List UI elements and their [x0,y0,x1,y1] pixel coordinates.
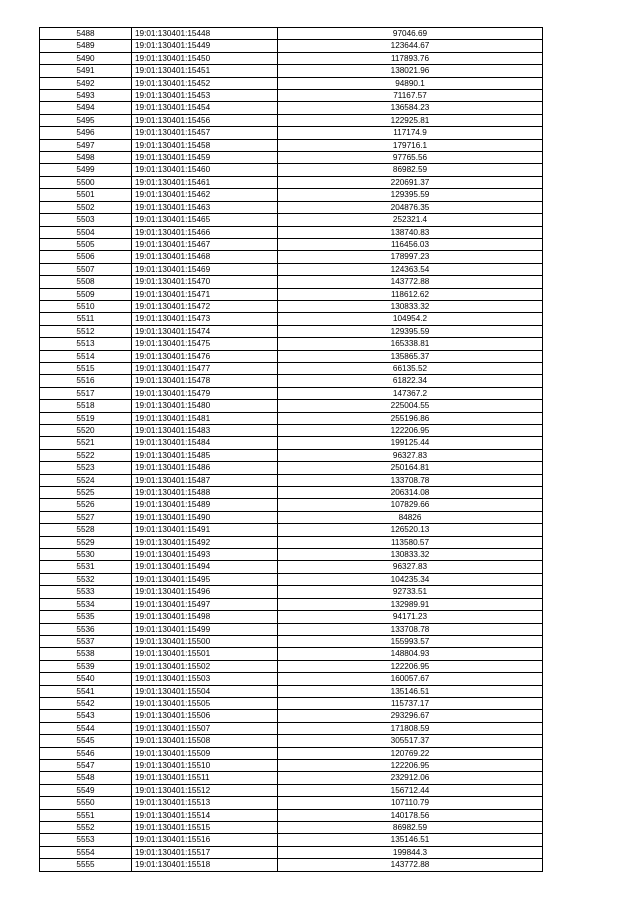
value-cell: 199125.44 [278,437,543,449]
row-number-cell: 5529 [40,536,132,548]
table-row [40,152,543,164]
row-number-cell: 5555 [40,859,132,871]
value-cell: 122925.81 [278,114,543,126]
cadastral-number-cell: 19:01:130401:15466 [132,226,278,238]
value-cell: 122206.95 [278,425,543,437]
value-cell: 138021.96 [278,65,543,77]
row-number-cell: 5492 [40,77,132,89]
value-cell: 97765.56 [278,152,543,164]
cadastral-number-cell: 19:01:130401:15460 [132,164,278,176]
row-number-cell: 5534 [40,598,132,610]
row-number-cell: 5520 [40,425,132,437]
cadastral-number-cell: 19:01:130401:15486 [132,462,278,474]
table-row [40,648,543,660]
row-number-cell: 5525 [40,487,132,499]
cadastral-number-cell: 19:01:130401:15506 [132,710,278,722]
value-cell: 86982.59 [278,164,543,176]
value-cell: 94171.23 [278,611,543,623]
row-number-cell: 5540 [40,673,132,685]
table-row [40,325,543,337]
cadastral-number-cell: 19:01:130401:15450 [132,52,278,64]
cadastral-number-cell: 19:01:130401:15494 [132,561,278,573]
value-cell: 94890.1 [278,77,543,89]
value-cell: 123644.67 [278,40,543,52]
cadastral-number-cell: 19:01:130401:15514 [132,809,278,821]
row-number-cell: 5549 [40,784,132,796]
value-cell: 116456.03 [278,238,543,250]
row-number-cell: 5535 [40,611,132,623]
row-number-cell: 5537 [40,635,132,647]
row-number-cell: 5499 [40,164,132,176]
value-cell: 135865.37 [278,350,543,362]
cadastral-number-cell: 19:01:130401:15476 [132,350,278,362]
cadastral-number-cell: 19:01:130401:15498 [132,611,278,623]
table-row [40,449,543,461]
row-number-cell: 5501 [40,189,132,201]
cadastral-number-cell: 19:01:130401:15509 [132,747,278,759]
cadastral-number-cell: 19:01:130401:15452 [132,77,278,89]
row-number-cell: 5554 [40,846,132,858]
table-row [40,214,543,226]
cadastral-number-cell: 19:01:130401:15469 [132,263,278,275]
value-cell: 104954.2 [278,313,543,325]
value-cell: 118612.62 [278,288,543,300]
row-number-cell: 5493 [40,90,132,102]
value-cell: 120769.22 [278,747,543,759]
table-row [40,859,543,871]
table-row [40,747,543,759]
row-number-cell: 5526 [40,499,132,511]
value-cell: 115737.17 [278,697,543,709]
table-row [40,40,543,52]
value-cell: 129395.59 [278,189,543,201]
table-row [40,400,543,412]
value-cell: 225004.55 [278,400,543,412]
cadastral-number-cell: 19:01:130401:15471 [132,288,278,300]
value-cell: 113580.57 [278,536,543,548]
cadastral-number-cell: 19:01:130401:15461 [132,176,278,188]
value-cell: 147367.2 [278,387,543,399]
value-cell: 220691.37 [278,176,543,188]
cadastral-number-cell: 19:01:130401:15489 [132,499,278,511]
value-cell: 104235.34 [278,573,543,585]
table-row [40,77,543,89]
row-number-cell: 5545 [40,735,132,747]
table-row [40,623,543,635]
cadastral-number-cell: 19:01:130401:15495 [132,573,278,585]
row-number-cell: 5496 [40,127,132,139]
value-cell: 165338.81 [278,338,543,350]
table-row [40,797,543,809]
value-cell: 107110.79 [278,797,543,809]
value-cell: 293296.67 [278,710,543,722]
value-cell: 143772.88 [278,859,543,871]
value-cell: 86982.59 [278,822,543,834]
cadastral-number-cell: 19:01:130401:15490 [132,511,278,523]
table-row [40,710,543,722]
table-row [40,127,543,139]
value-cell: 155993.57 [278,635,543,647]
row-number-cell: 5544 [40,722,132,734]
cadastral-number-cell: 19:01:130401:15484 [132,437,278,449]
table-row [40,511,543,523]
table-row [40,735,543,747]
row-number-cell: 5510 [40,300,132,312]
table-row [40,114,543,126]
table-row [40,338,543,350]
cadastral-number-cell: 19:01:130401:15507 [132,722,278,734]
table-row [40,425,543,437]
row-number-cell: 5546 [40,747,132,759]
value-cell: 206314.08 [278,487,543,499]
row-number-cell: 5509 [40,288,132,300]
value-cell: 255196.86 [278,412,543,424]
table-row [40,462,543,474]
value-cell: 250164.81 [278,462,543,474]
row-number-cell: 5536 [40,623,132,635]
value-cell: 143772.88 [278,276,543,288]
cadastral-number-cell: 19:01:130401:15456 [132,114,278,126]
cadastral-number-cell: 19:01:130401:15448 [132,28,278,40]
row-number-cell: 5517 [40,387,132,399]
data-table [39,27,543,872]
row-number-cell: 5513 [40,338,132,350]
value-cell: 92733.51 [278,586,543,598]
row-number-cell: 5552 [40,822,132,834]
cadastral-number-cell: 19:01:130401:15485 [132,449,278,461]
cadastral-number-cell: 19:01:130401:15515 [132,822,278,834]
row-number-cell: 5528 [40,524,132,536]
value-cell: 156712.44 [278,784,543,796]
value-cell: 71167.57 [278,90,543,102]
row-number-cell: 5548 [40,772,132,784]
row-number-cell: 5505 [40,238,132,250]
cadastral-number-cell: 19:01:130401:15477 [132,362,278,374]
row-number-cell: 5524 [40,474,132,486]
cadastral-number-cell: 19:01:130401:15488 [132,487,278,499]
value-cell: 124363.54 [278,263,543,275]
cadastral-number-cell: 19:01:130401:15472 [132,300,278,312]
table-row [40,300,543,312]
table-row [40,573,543,585]
table-row [40,28,543,40]
row-number-cell: 5533 [40,586,132,598]
table-row [40,598,543,610]
row-number-cell: 5553 [40,834,132,846]
value-cell: 148804.93 [278,648,543,660]
value-cell: 138740.83 [278,226,543,238]
value-cell: 178997.23 [278,251,543,263]
row-number-cell: 5551 [40,809,132,821]
row-number-cell: 5519 [40,412,132,424]
value-cell: 133708.78 [278,623,543,635]
table-row [40,238,543,250]
row-number-cell: 5494 [40,102,132,114]
table-row [40,549,543,561]
value-cell: 61822.34 [278,375,543,387]
cadastral-number-cell: 19:01:130401:15451 [132,65,278,77]
row-number-cell: 5530 [40,549,132,561]
cadastral-number-cell: 19:01:130401:15480 [132,400,278,412]
table-row [40,102,543,114]
cadastral-number-cell: 19:01:130401:15502 [132,660,278,672]
table-row [40,660,543,672]
value-cell: 126520.13 [278,524,543,536]
value-cell: 204876.35 [278,201,543,213]
table-body [40,28,543,872]
cadastral-number-cell: 19:01:130401:15487 [132,474,278,486]
value-cell: 117893.76 [278,52,543,64]
table-row [40,313,543,325]
table-row [40,524,543,536]
row-number-cell: 5488 [40,28,132,40]
table-row [40,697,543,709]
table-row [40,52,543,64]
value-cell: 84826 [278,511,543,523]
table-row [40,487,543,499]
row-number-cell: 5490 [40,52,132,64]
table-row [40,536,543,548]
table-row [40,437,543,449]
row-number-cell: 5541 [40,685,132,697]
cadastral-number-cell: 19:01:130401:15470 [132,276,278,288]
table-row [40,288,543,300]
table-row [40,561,543,573]
table-row [40,474,543,486]
table-row [40,822,543,834]
table-row [40,809,543,821]
row-number-cell: 5542 [40,697,132,709]
table-row [40,685,543,697]
cadastral-number-cell: 19:01:130401:15491 [132,524,278,536]
value-cell: 130833.32 [278,300,543,312]
value-cell: 122206.95 [278,660,543,672]
row-number-cell: 5531 [40,561,132,573]
table-row [40,499,543,511]
cadastral-number-cell: 19:01:130401:15478 [132,375,278,387]
row-number-cell: 5506 [40,251,132,263]
table-row [40,251,543,263]
table-row [40,90,543,102]
value-cell: 133708.78 [278,474,543,486]
table-row [40,226,543,238]
cadastral-number-cell: 19:01:130401:15475 [132,338,278,350]
cadastral-number-cell: 19:01:130401:15497 [132,598,278,610]
table-row [40,846,543,858]
value-cell: 135146.51 [278,834,543,846]
row-number-cell: 5515 [40,362,132,374]
cadastral-number-cell: 19:01:130401:15479 [132,387,278,399]
cadastral-number-cell: 19:01:130401:15467 [132,238,278,250]
value-cell: 130833.32 [278,549,543,561]
cadastral-number-cell: 19:01:130401:15512 [132,784,278,796]
cadastral-number-cell: 19:01:130401:15473 [132,313,278,325]
cadastral-number-cell: 19:01:130401:15504 [132,685,278,697]
cadastral-number-cell: 19:01:130401:15511 [132,772,278,784]
cadastral-number-cell: 19:01:130401:15483 [132,425,278,437]
table-row [40,189,543,201]
cadastral-number-cell: 19:01:130401:15517 [132,846,278,858]
cadastral-number-cell: 19:01:130401:15453 [132,90,278,102]
table-row [40,139,543,151]
value-cell: 129395.59 [278,325,543,337]
row-number-cell: 5532 [40,573,132,585]
row-number-cell: 5502 [40,201,132,213]
row-number-cell: 5523 [40,462,132,474]
cadastral-number-cell: 19:01:130401:15463 [132,201,278,213]
value-cell: 171808.59 [278,722,543,734]
cadastral-number-cell: 19:01:130401:15492 [132,536,278,548]
row-number-cell: 5514 [40,350,132,362]
table-row [40,759,543,771]
cadastral-number-cell: 19:01:130401:15493 [132,549,278,561]
value-cell: 305517.37 [278,735,543,747]
row-number-cell: 5489 [40,40,132,52]
row-number-cell: 5491 [40,65,132,77]
cadastral-number-cell: 19:01:130401:15516 [132,834,278,846]
value-cell: 160057.67 [278,673,543,685]
cadastral-number-cell: 19:01:130401:15496 [132,586,278,598]
value-cell: 199844.3 [278,846,543,858]
cadastral-number-cell: 19:01:130401:15458 [132,139,278,151]
value-cell: 117174.9 [278,127,543,139]
cadastral-number-cell: 19:01:130401:15459 [132,152,278,164]
table-row [40,784,543,796]
row-number-cell: 5547 [40,759,132,771]
table-row [40,635,543,647]
row-number-cell: 5500 [40,176,132,188]
row-number-cell: 5503 [40,214,132,226]
cadastral-number-cell: 19:01:130401:15501 [132,648,278,660]
row-number-cell: 5543 [40,710,132,722]
table-row [40,611,543,623]
table-row [40,164,543,176]
cadastral-number-cell: 19:01:130401:15505 [132,697,278,709]
value-cell: 252321.4 [278,214,543,226]
cadastral-number-cell: 19:01:130401:15481 [132,412,278,424]
table-row [40,350,543,362]
table-row [40,263,543,275]
table-row [40,276,543,288]
cadastral-number-cell: 19:01:130401:15518 [132,859,278,871]
table-row [40,722,543,734]
table-row [40,586,543,598]
table-row [40,65,543,77]
cadastral-number-cell: 19:01:130401:15454 [132,102,278,114]
cadastral-number-cell: 19:01:130401:15513 [132,797,278,809]
table-row [40,375,543,387]
row-number-cell: 5527 [40,511,132,523]
value-cell: 97046.69 [278,28,543,40]
cadastral-number-cell: 19:01:130401:15499 [132,623,278,635]
row-number-cell: 5495 [40,114,132,126]
value-cell: 232912.06 [278,772,543,784]
value-cell: 179716.1 [278,139,543,151]
row-number-cell: 5511 [40,313,132,325]
table-row [40,834,543,846]
table-row [40,387,543,399]
value-cell: 66135.52 [278,362,543,374]
cadastral-number-cell: 19:01:130401:15449 [132,40,278,52]
value-cell: 96327.83 [278,449,543,461]
cadastral-number-cell: 19:01:130401:15500 [132,635,278,647]
table-row [40,362,543,374]
value-cell: 135146.51 [278,685,543,697]
value-cell: 132989.91 [278,598,543,610]
row-number-cell: 5550 [40,797,132,809]
value-cell: 96327.83 [278,561,543,573]
table-row [40,772,543,784]
cadastral-number-cell: 19:01:130401:15468 [132,251,278,263]
table-row [40,673,543,685]
row-number-cell: 5518 [40,400,132,412]
row-number-cell: 5521 [40,437,132,449]
table-row [40,412,543,424]
cadastral-number-cell: 19:01:130401:15510 [132,759,278,771]
row-number-cell: 5516 [40,375,132,387]
row-number-cell: 5512 [40,325,132,337]
value-cell: 107829.66 [278,499,543,511]
cadastral-number-cell: 19:01:130401:15465 [132,214,278,226]
row-number-cell: 5504 [40,226,132,238]
row-number-cell: 5538 [40,648,132,660]
cadastral-number-cell: 19:01:130401:15474 [132,325,278,337]
cadastral-number-cell: 19:01:130401:15503 [132,673,278,685]
row-number-cell: 5508 [40,276,132,288]
table-row [40,201,543,213]
cadastral-number-cell: 19:01:130401:15457 [132,127,278,139]
row-number-cell: 5522 [40,449,132,461]
value-cell: 136584.23 [278,102,543,114]
cadastral-number-cell: 19:01:130401:15508 [132,735,278,747]
row-number-cell: 5507 [40,263,132,275]
row-number-cell: 5497 [40,139,132,151]
value-cell: 140178.56 [278,809,543,821]
table-row [40,176,543,188]
row-number-cell: 5498 [40,152,132,164]
cadastral-number-cell: 19:01:130401:15462 [132,189,278,201]
row-number-cell: 5539 [40,660,132,672]
value-cell: 122206.95 [278,759,543,771]
